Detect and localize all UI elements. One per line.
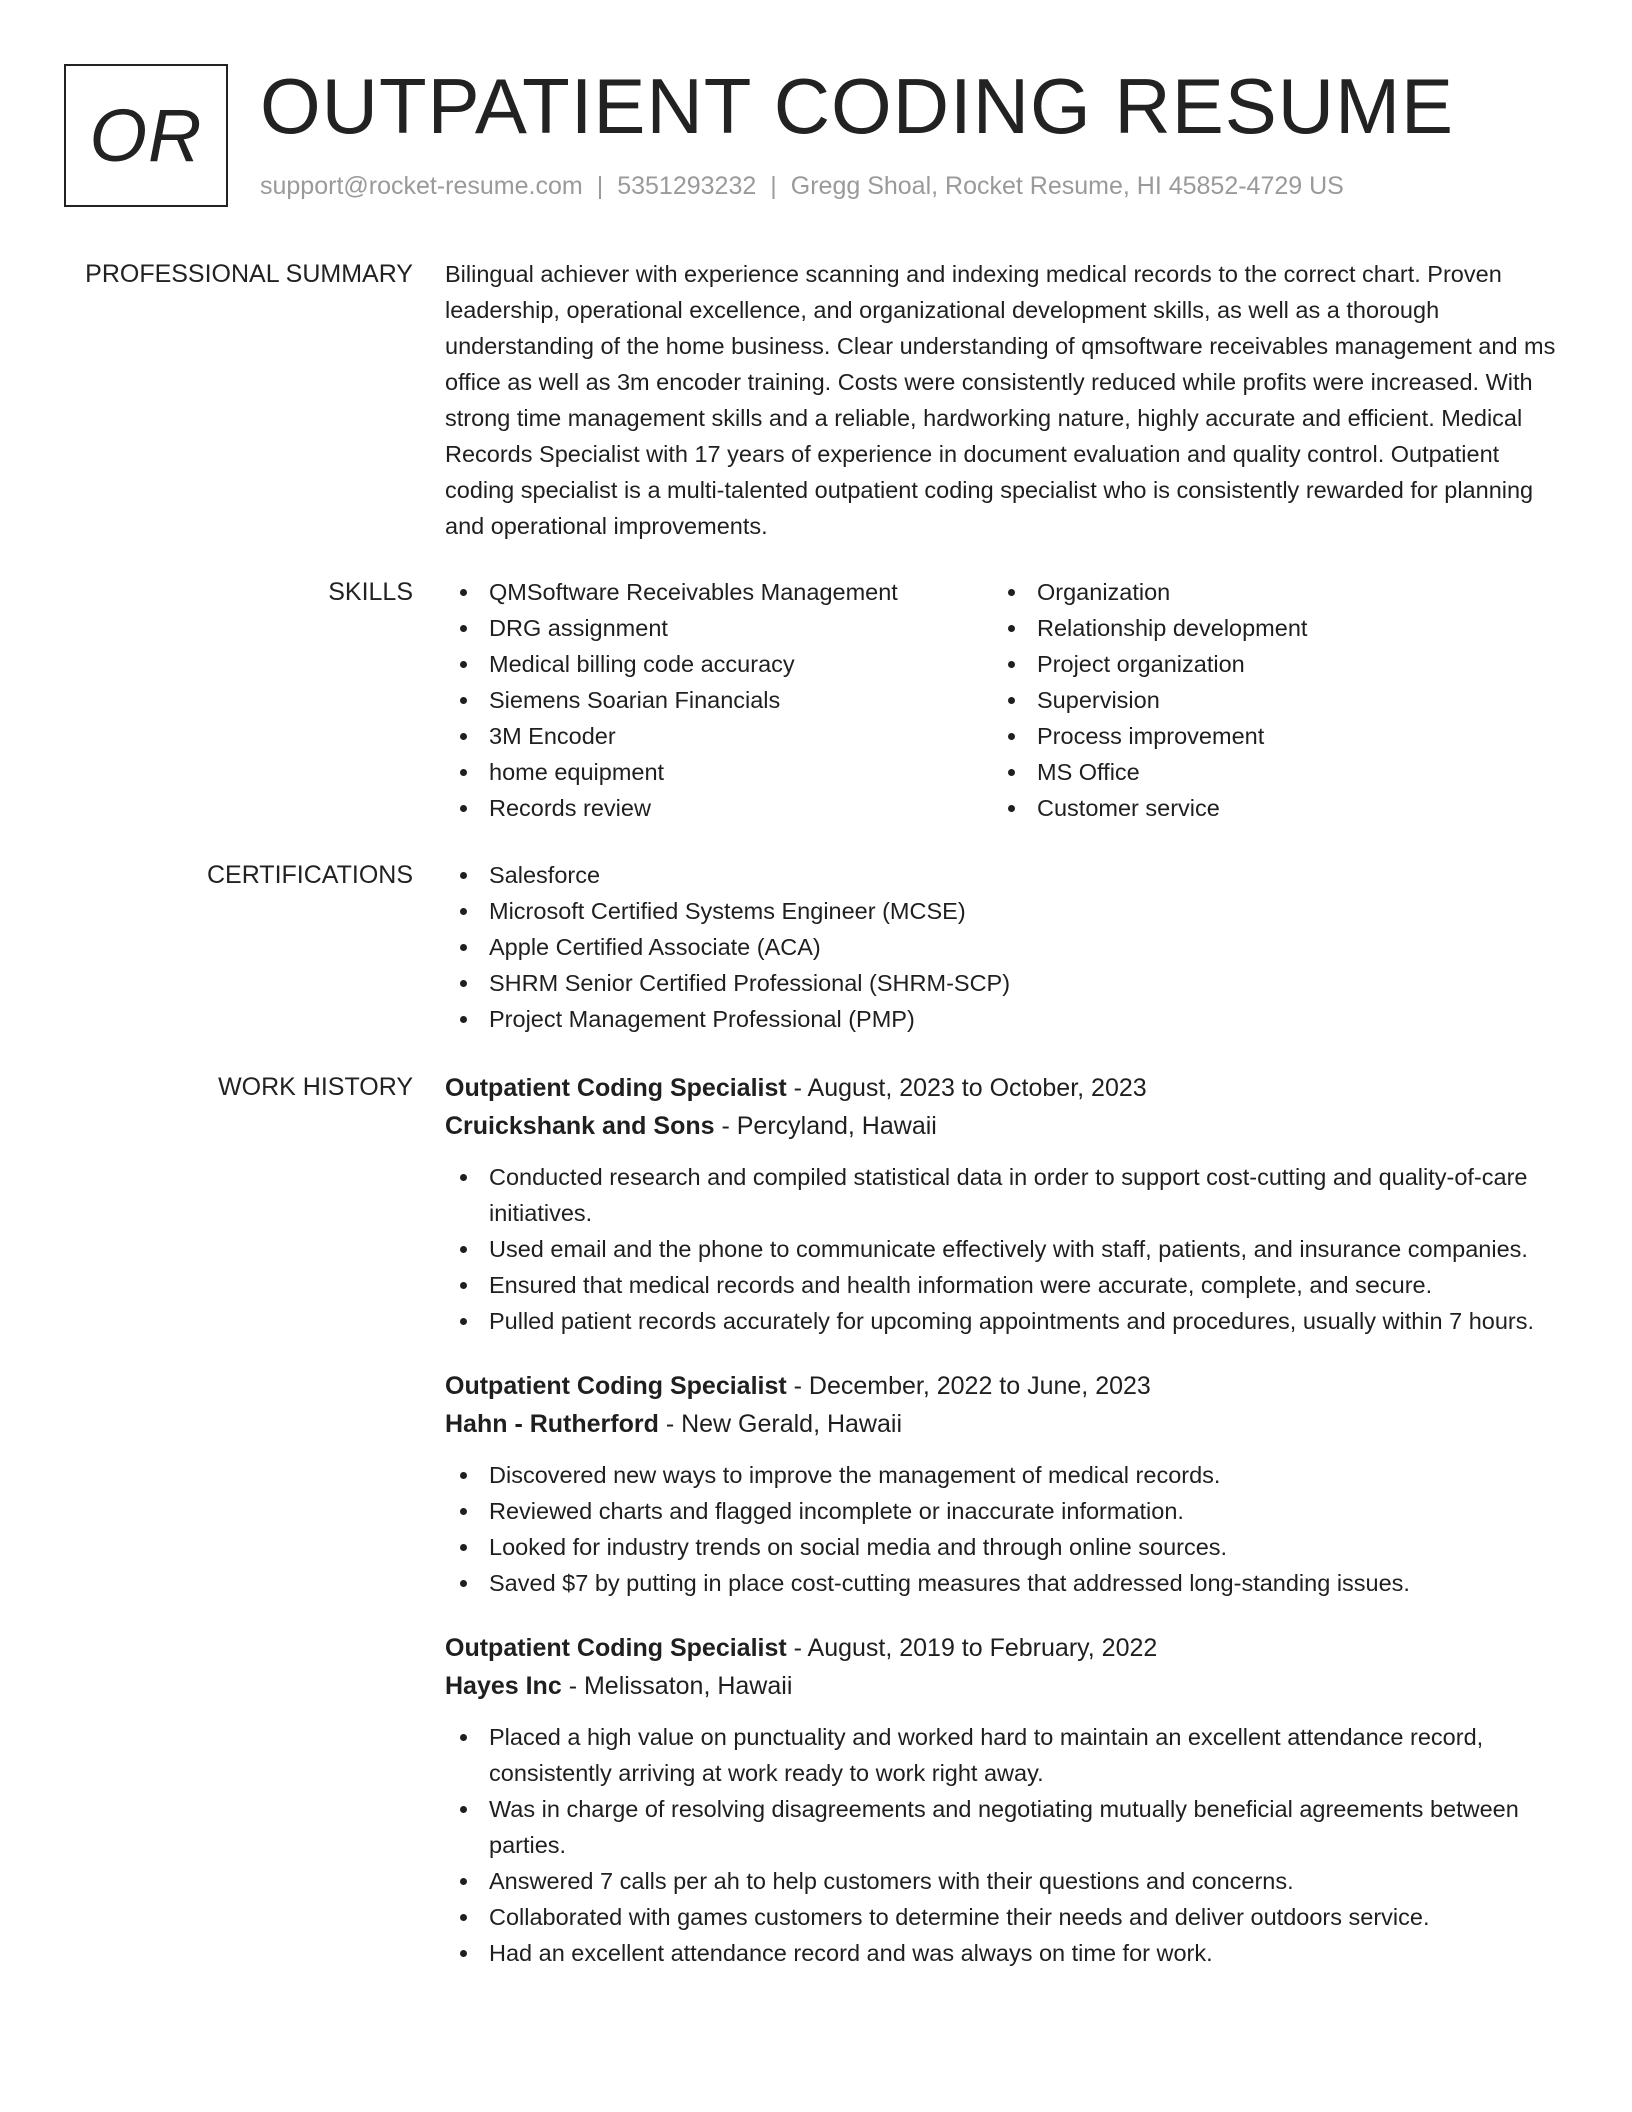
monogram-logo: OR	[64, 64, 228, 207]
section-label-work-history: WORK HISTORY	[218, 1073, 413, 1101]
job-bullet: Used email and the phone to communicate effectively with staff, patients, and insurance companies.	[445, 1231, 1557, 1267]
skill-item: MS Office	[993, 754, 1541, 790]
job-title: Outpatient Coding Specialist	[445, 1634, 787, 1662]
skills-body	[445, 574, 1557, 826]
skills-list-right	[993, 574, 1541, 826]
contact-separator: |	[596, 172, 604, 200]
skill-item: home equipment	[445, 754, 993, 790]
certifications-list	[445, 857, 1557, 1037]
job-bullet: Placed a high value on punctuality and worked hard to maintain an excellent attendance record, consistently arriving at work ready to work right away.	[445, 1719, 1557, 1791]
job-title: Outpatient Coding Specialist	[445, 1372, 787, 1400]
job-dates: - December, 2022 to June, 2023	[786, 1372, 1151, 1400]
job-location: - Melissaton, Hawaii	[561, 1672, 793, 1700]
contact-line	[260, 172, 1344, 201]
job-bullet: Conducted research and compiled statistical data in order to support cost-cutting and quality-of-care initiatives.	[445, 1159, 1557, 1231]
job-bullet: Reviewed charts and flagged incomplete or inaccurate information.	[445, 1493, 1557, 1529]
job-entry	[445, 1367, 1557, 1601]
skill-item: Customer service	[993, 790, 1541, 826]
job-bullet: Collaborated with games customers to determine their needs and deliver outdoors service.	[445, 1899, 1557, 1935]
job-bullet: Saved $7 by putting in place cost-cutting measures that addressed long-standing issues.	[445, 1565, 1557, 1601]
job-location: - New Gerald, Hawaii	[658, 1410, 903, 1438]
work-history-body	[445, 1069, 1557, 1999]
certifications-body	[445, 857, 1557, 1037]
job-company: Hayes Inc	[445, 1672, 562, 1700]
job-title-line	[445, 1367, 1557, 1405]
job-title: Outpatient Coding Specialist	[445, 1074, 787, 1102]
skills-list-left	[445, 574, 993, 826]
contact-email: support@rocket-resume.com	[260, 172, 583, 200]
job-entry	[445, 1629, 1557, 1971]
skill-item: QMSoftware Receivables Management	[445, 574, 993, 610]
job-bullets	[445, 1457, 1557, 1601]
contact-address: Gregg Shoal, Rocket Resume, HI 45852-4729 US	[790, 172, 1344, 200]
contact-separator: |	[770, 172, 777, 200]
summary-text: Bilingual achiever with experience scanning and indexing medical records to the correct chart. Proven leadership, operational excellence, and organizational development skills, as well as a thorough understanding of the home business. Clear understanding of qmsoftware receivables management and ms office as well as 3m encoder training. Costs were consistently reduced while profits were increased. With strong time management skills and a reliable, hardworking nature, highly accurate and efficient. Medical Records Specialist with 17 years of experience in document evaluation and quality control. Outpatient coding specialist is a multi-talented outpatient coding specialist who is consistently rewarded for planning and operational improvements.	[445, 261, 1556, 539]
certification-item: Apple Certified Associate (ACA)	[445, 929, 1557, 965]
skill-item: Records review	[445, 790, 993, 826]
job-bullet: Looked for industry trends on social media and through online sources.	[445, 1529, 1557, 1565]
page-title: OUTPATIENT CODING RESUME	[260, 62, 1455, 150]
certification-item: Microsoft Certified Systems Engineer (MCSE)	[445, 893, 1557, 929]
job-company-line	[445, 1405, 1557, 1443]
skill-item: Process improvement	[993, 718, 1541, 754]
job-bullet: Answered 7 calls per ah to help customers with their questions and concerns.	[445, 1863, 1557, 1899]
job-bullets	[445, 1159, 1557, 1339]
skill-item: 3M Encoder	[445, 718, 993, 754]
job-bullet: Ensured that medical records and health information were accurate, complete, and secure.	[445, 1267, 1557, 1303]
contact-phone: 5351293232	[617, 172, 757, 200]
certification-item: SHRM Senior Certified Professional (SHRM-SCP)	[445, 965, 1557, 1001]
skill-item: Organization	[993, 574, 1541, 610]
job-company-line	[445, 1667, 1557, 1705]
job-bullet: Pulled patient records accurately for upcoming appointments and procedures, usually within 7 hours.	[445, 1303, 1557, 1339]
skill-item: Siemens Soarian Financials	[445, 682, 993, 718]
resume-header	[64, 64, 1564, 214]
job-entry	[445, 1069, 1557, 1339]
skill-item: Medical billing code accuracy	[445, 646, 993, 682]
job-company: Hahn - Rutherford	[445, 1410, 659, 1438]
summary-body	[445, 256, 1557, 544]
skill-item: Relationship development	[993, 610, 1541, 646]
skill-item: Project organization	[993, 646, 1541, 682]
section-label-skills: SKILLS	[328, 578, 413, 606]
job-title-line	[445, 1069, 1557, 1107]
job-dates: - August, 2019 to February, 2022	[786, 1634, 1158, 1662]
job-bullet: Was in charge of resolving disagreements and negotiating mutually beneficial agreements between parties.	[445, 1791, 1557, 1863]
job-title-line	[445, 1629, 1557, 1667]
skill-item: Supervision	[993, 682, 1541, 718]
job-location: - Percyland, Hawaii	[714, 1112, 937, 1140]
job-bullet: Discovered new ways to improve the management of medical records.	[445, 1457, 1557, 1493]
skill-item: DRG assignment	[445, 610, 993, 646]
section-label-certifications: CERTIFICATIONS	[206, 861, 413, 889]
certification-item: Salesforce	[445, 857, 1557, 893]
job-dates: - August, 2023 to October, 2023	[786, 1074, 1147, 1102]
certification-item: Project Management Professional (PMP)	[445, 1001, 1557, 1037]
job-bullet: Had an excellent attendance record and was always on time for work.	[445, 1935, 1557, 1971]
job-company-line	[445, 1107, 1557, 1145]
section-label-summary: PROFESSIONAL SUMMARY	[85, 260, 413, 288]
job-company: Cruickshank and Sons	[445, 1112, 715, 1140]
job-bullets	[445, 1719, 1557, 1971]
